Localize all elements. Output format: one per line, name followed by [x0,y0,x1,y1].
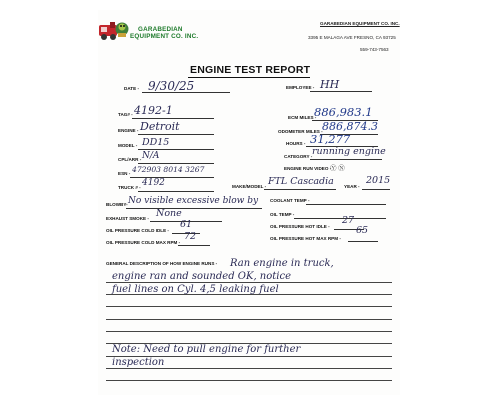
model-value: DD15 [142,137,170,148]
description-line-2: engine ran and sounded OK, notice [112,271,291,282]
company-address: 3395 E MALAGA AVE FRESNO, CA 93725 [308,35,396,40]
oil-pressure-hot-max-label: OIL PRESSURE HOT MAX RPM - [270,236,341,241]
esn-label: ESN - [118,171,131,176]
oil-pressure-hot-idle-label: OIL PRESSURE HOT IDLE - [270,224,330,229]
employee-label: EMPLOYEE - [286,85,315,90]
description-label: GENERAL DESCRIPTION OF HOW ENGINE RUNS - [106,261,218,266]
engine-run-video-label: ENGINE RUN VIDEO - [284,166,332,171]
description-line-3: fuel lines on Cyl. 4,5 leaking fuel [112,284,279,295]
engine-value: Detroit [140,120,180,133]
ecm-miles-label: ECM MILES - [288,115,317,120]
date-label: DATE - [124,86,139,91]
cpl-arr-value: N/A [142,151,160,161]
model-label: MODEL - [118,143,138,148]
description-line-5: inspection [112,357,165,368]
cpl-arr-label: CPL/ARR - [118,157,142,162]
company-name: GARABEDIAN EQUIPMENT CO. INC. [320,21,400,26]
exhaust-smoke-label: EXHAUST SMOKE - [106,216,149,221]
oil-pressure-hot-idle-value: 27 [342,215,355,226]
oil-temp-label: OIL TEMP - [270,212,295,217]
description-line-4: Note: Need to pull engine for further [112,344,301,355]
engine-run-video-value: Ⓨ Ⓝ [330,165,345,172]
oil-pressure-cold-idle-value: 61 [180,219,193,230]
exhaust-smoke-value: None [156,208,182,219]
tag-label: TAG# - [118,112,133,117]
esn-value: 472903 8014 3267 [132,165,205,174]
hours-label: HOURS - [286,141,306,146]
company-logo [98,15,130,41]
employee-value: HH [320,78,340,91]
hours-value: 31,277 [310,132,351,146]
description-line-1: Ran engine in truck, [230,258,334,269]
oil-pressure-hot-max-value: 65 [356,225,369,236]
coolant-temp-label: COOLANT TEMP - [270,198,310,203]
logo-text [130,26,198,40]
truck-logo-icon [98,15,130,41]
category-value: running engine [312,146,386,157]
company-phone: 559-743-7563 [360,47,389,52]
report-title: ENGINE TEST REPORT [190,64,311,76]
blowby-value: No visible excessive blow by [128,196,259,206]
logo-line-2: EQUIPMENT CO. INC. [130,33,199,40]
make-model-value: FTL Cascadia [268,176,334,187]
year-label: YEAR - [344,184,360,189]
make-model-label: MAKE/MODEL - [232,184,267,189]
date-value: 9/30/25 [148,79,195,93]
odometer-miles-value: 886,874.3 [322,120,378,133]
truck-value: 4192 [142,178,165,188]
logo-line-1: GARABEDIAN [138,26,183,33]
category-label: CATEGORY - [284,154,313,159]
oil-pressure-cold-idle-label: OIL PRESSURE COLD IDLE - [106,228,169,233]
oil-pressure-cold-max-value: 72 [184,231,197,242]
odometer-miles-label: ODOMETER MILES - [278,129,323,134]
tag-value: 4192-1 [134,104,173,117]
oil-pressure-cold-max-label: OIL PRESSURE COLD MAX RPM - [106,240,181,245]
truck-label: TRUCK # - [118,185,141,190]
engine-label: ENGINE - [118,128,139,133]
ecm-miles-value: 886,983.1 [314,105,373,119]
report-page [98,10,400,395]
year-value: 2015 [366,175,391,186]
blowby-label: BLOWBY- [106,202,128,207]
